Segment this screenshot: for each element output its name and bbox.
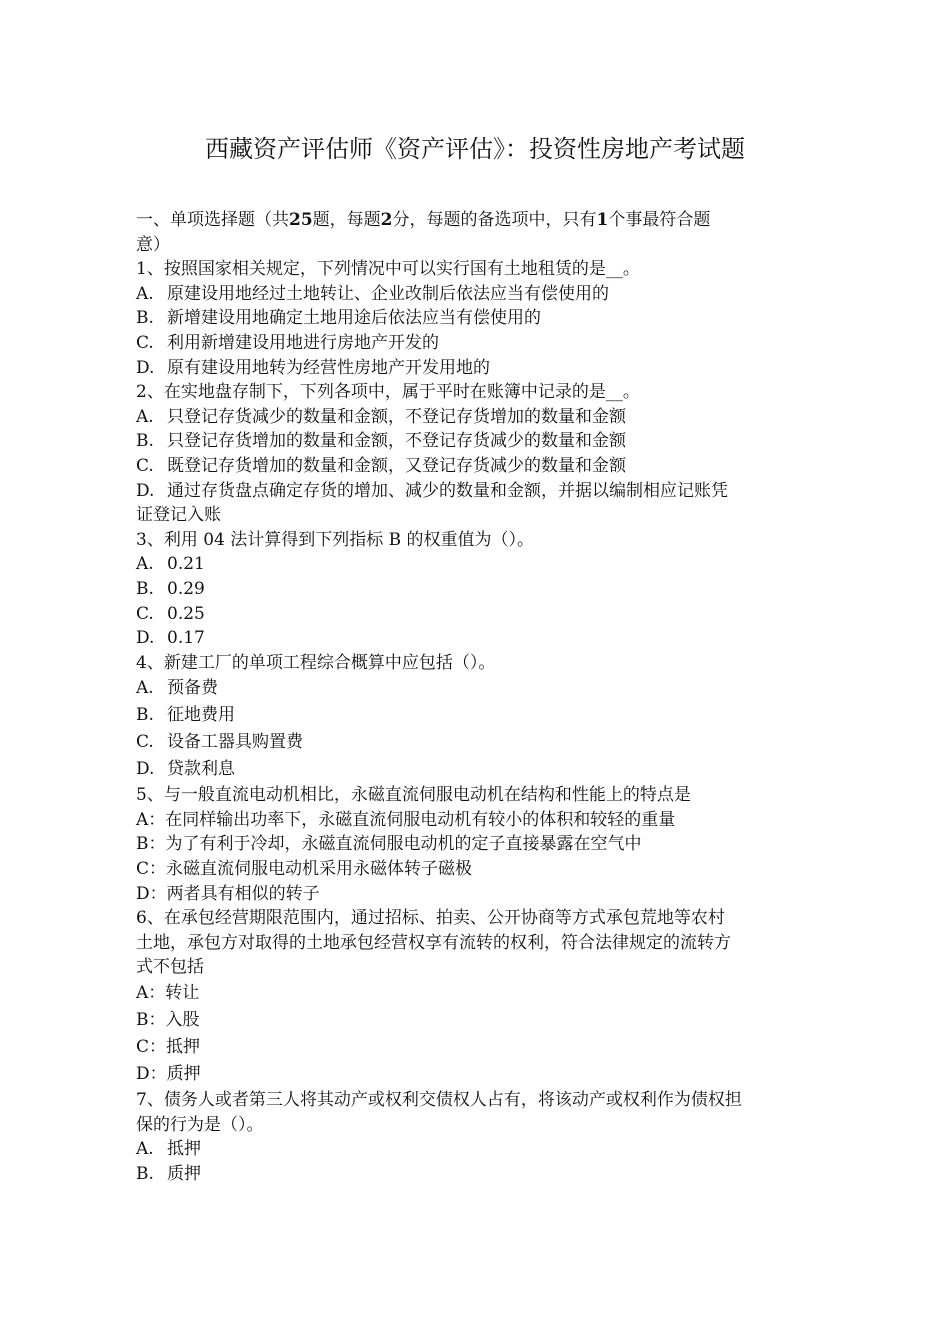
answer-option xyxy=(136,306,826,331)
option-text: 原建设用地经过土地转让、企业改制后依法应当有偿使用的 xyxy=(167,283,609,304)
option-label: A. xyxy=(136,1139,154,1160)
option-text: 贷款利息 xyxy=(167,759,235,780)
answer-option xyxy=(136,729,826,756)
option-text: 为了有利于冷却，永磁直流伺服电动机的定子直接暴露在空气中 xyxy=(165,834,642,855)
document-body xyxy=(136,208,826,1186)
option-label: B. xyxy=(136,1163,154,1184)
option-label: B. xyxy=(136,308,154,329)
answer-option xyxy=(136,429,826,454)
option-text: 设备工器具购置费 xyxy=(167,732,303,753)
answer-option xyxy=(136,832,826,857)
option-text: 永磁直流伺服电动机采用永磁体转子磁极 xyxy=(166,859,473,880)
answer-option xyxy=(136,1061,826,1088)
answer-option xyxy=(136,882,826,907)
question-stem: 1、按照国家相关规定，下列情况中可以实行国有土地租赁的是__。 xyxy=(136,259,640,280)
answer-option xyxy=(136,1034,826,1061)
option-label: A. xyxy=(136,554,154,575)
answer-option xyxy=(136,756,826,783)
question-1 xyxy=(136,257,826,380)
answer-option xyxy=(136,1162,826,1187)
option-text: 0.17 xyxy=(167,628,205,649)
option-label: C. xyxy=(136,455,154,476)
option-text: 原有建设用地转为经营性房地产开发用地的 xyxy=(167,357,490,378)
question-stem: 7、债务人或者第三人将其动产或权利交债权人占有，将该动产或权利作为债权担 xyxy=(136,1090,742,1111)
answer-option xyxy=(136,602,826,627)
answer-option xyxy=(136,857,826,882)
option-label: D. xyxy=(136,759,155,780)
option-label: D： xyxy=(136,883,167,904)
option-text: 0.21 xyxy=(167,554,205,575)
question-stem: 土地，承包方对取得的土地承包经营权享有流转的权利，符合法律规定的流转方 xyxy=(136,932,731,953)
answer-option xyxy=(136,980,826,1007)
option-text: 质押 xyxy=(166,1064,201,1085)
option-label: C： xyxy=(136,1037,167,1058)
answer-option xyxy=(136,702,826,729)
option-text: 既登记存货增加的数量和金额，又登记存货减少的数量和金额 xyxy=(167,455,626,476)
option-label: C： xyxy=(136,859,167,880)
option-text: 抵押 xyxy=(166,1037,201,1058)
answer-option xyxy=(136,675,826,702)
option-text: 新增建设用地确定土地用途后依法应当有偿使用的 xyxy=(167,308,541,329)
question-3 xyxy=(136,528,826,651)
option-label: D： xyxy=(136,1064,167,1085)
question-stem: 6、在承包经营期限范围内，通过招标、拍卖、公开协商等方式承包荒地等农村 xyxy=(136,908,725,929)
answer-option xyxy=(136,479,826,504)
section-heading-continued: 意） xyxy=(136,234,170,255)
option-text: 只登记存货增加的数量和金额，不登记存货减少的数量和金额 xyxy=(167,431,626,452)
question-stem: 2、在实地盘存制下，下列各项中，属于平时在账簿中记录的是__。 xyxy=(136,382,640,403)
answer-option xyxy=(136,1137,826,1162)
points-per-question: 2 xyxy=(380,210,393,230)
section-heading-text: 分，每题的备选项中，只有 xyxy=(392,210,597,230)
section-heading xyxy=(136,208,826,233)
option-label: A. xyxy=(136,406,154,427)
question-stem: 式不包括 xyxy=(136,957,204,978)
option-label: B. xyxy=(136,431,154,452)
option-text: 利用新增建设用地进行房地产开发的 xyxy=(167,332,439,353)
option-text: 通过存货盘点确定存货的增加、减少的数量和金额，并据以编制相应记账凭 xyxy=(167,480,728,501)
option-label: D. xyxy=(136,357,155,378)
option-text: 转让 xyxy=(165,983,200,1004)
option-text: 0.25 xyxy=(167,603,205,624)
question-count: 25 xyxy=(289,210,313,230)
option-text: 入股 xyxy=(165,1010,200,1031)
option-label: D. xyxy=(136,480,155,501)
option-text: 预备费 xyxy=(167,678,218,699)
option-text: 征地费用 xyxy=(167,705,235,726)
option-text: 两者具有相似的转子 xyxy=(166,883,320,904)
option-text: 只登记存货减少的数量和金额，不登记存货增加的数量和金额 xyxy=(167,406,626,427)
option-text: 抵押 xyxy=(167,1139,201,1160)
option-label: C. xyxy=(136,332,154,353)
section-heading-text: 题，每题 xyxy=(312,210,381,230)
question-list xyxy=(136,257,826,1186)
option-label: A. xyxy=(136,678,154,699)
option-label: A： xyxy=(136,983,166,1004)
answer-option xyxy=(136,626,826,651)
answer-option xyxy=(136,1007,826,1034)
section-heading-text: 个事最符合题 xyxy=(608,210,711,230)
option-label: D. xyxy=(136,628,155,649)
option-label: B. xyxy=(136,578,154,599)
question-stem: 4、新建工厂的单项工程综合概算中应包括（）。 xyxy=(136,652,496,673)
answer-option xyxy=(136,577,826,602)
option-label: A： xyxy=(136,809,166,830)
option-text: 在同样输出功率下，永磁直流伺服电动机有较小的体积和较轻的重量 xyxy=(165,809,676,830)
option-label: C. xyxy=(136,732,154,753)
answer-option xyxy=(136,808,826,833)
option-label: B. xyxy=(136,705,154,726)
section-heading-text: 一、单项选择题（共 xyxy=(136,210,289,230)
question-5 xyxy=(136,783,826,906)
question-2 xyxy=(136,380,826,528)
answer-option xyxy=(136,552,826,577)
answer-option xyxy=(136,282,826,307)
question-stem: 3、利用 04 法计算得到下列指标 B 的权重值为（）。 xyxy=(136,529,535,550)
page-title: 西藏资产评估师《资产评估》：投资性房地产考试题 xyxy=(205,135,745,163)
question-6 xyxy=(136,906,826,1088)
question-stem: 保的行为是（）。 xyxy=(136,1114,264,1135)
answer-option xyxy=(136,356,826,381)
question-4 xyxy=(136,651,826,784)
question-stem: 5、与一般直流电动机相比，永磁直流伺服电动机在结构和性能上的特点是 xyxy=(136,785,691,806)
answer-option xyxy=(136,454,826,479)
option-text-continued: 证登记入账 xyxy=(136,505,221,526)
option-label: B： xyxy=(136,834,166,855)
option-label: A. xyxy=(136,283,154,304)
answer-option xyxy=(136,405,826,430)
answer-option xyxy=(136,331,826,356)
option-text: 0.29 xyxy=(167,578,205,599)
option-label: C. xyxy=(136,603,154,624)
correct-option-count: 1 xyxy=(596,210,609,230)
option-label: B： xyxy=(136,1010,166,1031)
option-text: 质押 xyxy=(167,1163,201,1184)
question-7 xyxy=(136,1088,826,1186)
